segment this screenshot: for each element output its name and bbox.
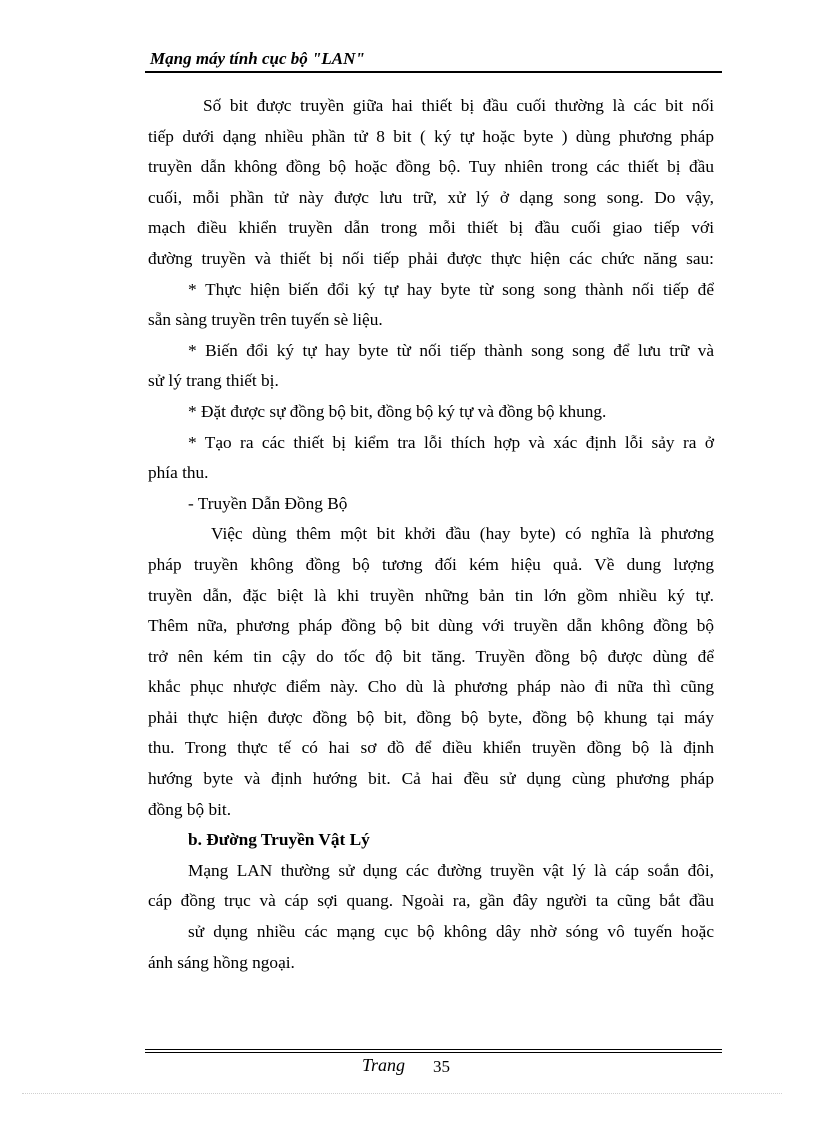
body-line: khắc phục nhược điểm này. Cho dù là phương pháp nào đi nữa thì cũng <box>148 677 714 697</box>
bullet-line: * Biến đổi ký tự hay byte từ nối tiếp thành song song để lưu trữ và <box>188 340 714 360</box>
footer-page-label: Trang <box>362 1055 406 1075</box>
body-line: Số bit được truyền giữa hai thiết bị đầu cuối thường là các bit nối <box>203 96 714 115</box>
body-line: tiếp dưới dạng nhiều phần tử 8 bit ( ký tự hoặc byte ) dùng phương pháp <box>148 126 714 146</box>
bullet-line: * Thực hiện biến đổi ký tự hay byte từ song song thành nối tiếp để <box>188 279 714 299</box>
body-line: phải thực hiện được đồng bộ bit, đồng bộ byte, đồng bộ khung tại máy <box>148 707 714 727</box>
body-line: mạch điều khiển truyền dẫn trong mỗi thiết bị đầu cuối giao tiếp với <box>148 218 714 238</box>
body-line: ánh sáng hồng ngoại. <box>148 952 295 972</box>
header-divider <box>145 71 722 73</box>
body-line: đồng bộ bit. <box>148 799 232 819</box>
body-line: Thêm nữa, phương pháp đồng bộ bit dùng với truyền dẫn không đồng bộ <box>148 616 714 636</box>
bullet-line: * Tạo ra các thiết bị kiểm tra lỗi thích hợp và xác định lỗi sảy ra ở <box>188 432 714 452</box>
body-line: hướng byte và định hướng bit. Cả hai đều sử dụng cùng phương pháp <box>148 769 714 789</box>
document-body <box>148 91 714 978</box>
bullet-line: * Đặt được sự đồng bộ bit, đồng bộ ký tự và đồng bộ khung. <box>188 401 607 421</box>
body-line: Việc dùng thêm một bit khởi đầu (hay byte) có nghĩa là phương <box>211 524 714 544</box>
body-line: truyền dẫn không đồng bộ hoặc đồng bộ. Tuy nhiên trong các thiết bị đầu <box>148 157 714 177</box>
body-line: sử dụng nhiều các mạng cục bộ không dây nhờ sóng vô tuyến hoặc <box>188 922 714 942</box>
body-line: pháp truyền không đồng bộ tương đối kém hiệu quả. Về dung lượng <box>148 554 714 574</box>
footer-divider-bottom <box>145 1052 722 1053</box>
body-line: cáp đồng trục và cáp sợi quang. Ngoài ra, gần đây người ta cũng bắt đầu <box>148 891 714 911</box>
section-heading: b. Đường Truyền Vật Lý <box>188 830 370 850</box>
subheading: - Truyền Dẫn Đồng Bộ <box>188 493 348 513</box>
body-line: Mạng LAN thường sử dụng các đường truyền vật lý là cáp soắn đôi, <box>188 860 714 880</box>
body-line: thu. Trong thực tế có hai sơ đồ để điều khiển truyền đồng bộ là định <box>148 738 714 758</box>
body-line: sử lý trang thiết bị. <box>148 371 279 391</box>
page-number: 35 <box>433 1057 450 1076</box>
footer-divider-top <box>145 1049 722 1050</box>
body-line: đường truyền và thiết bị nối tiếp phải được thực hiện các chức năng sau: <box>148 248 714 268</box>
page-header-title: Mạng máy tính cục bộ "LAN" <box>150 49 365 68</box>
body-line: phía thu. <box>148 463 209 483</box>
body-line: truyền dẫn, đặc biệt là khi truyền những bản tin lớn gồm nhiều ký tự. <box>148 585 714 605</box>
page-edge-divider <box>22 1093 782 1094</box>
body-line: cuối, mỗi phần tử này được lưu trữ, xử lý ở dạng song song. Do vậy, <box>148 187 714 207</box>
body-line: sẵn sàng truyền trên tuyến sè liệu. <box>148 310 383 330</box>
body-line: trở nên kém tin cậy do tốc độ bit tăng. Truyền đồng bộ được dùng để <box>148 646 714 666</box>
